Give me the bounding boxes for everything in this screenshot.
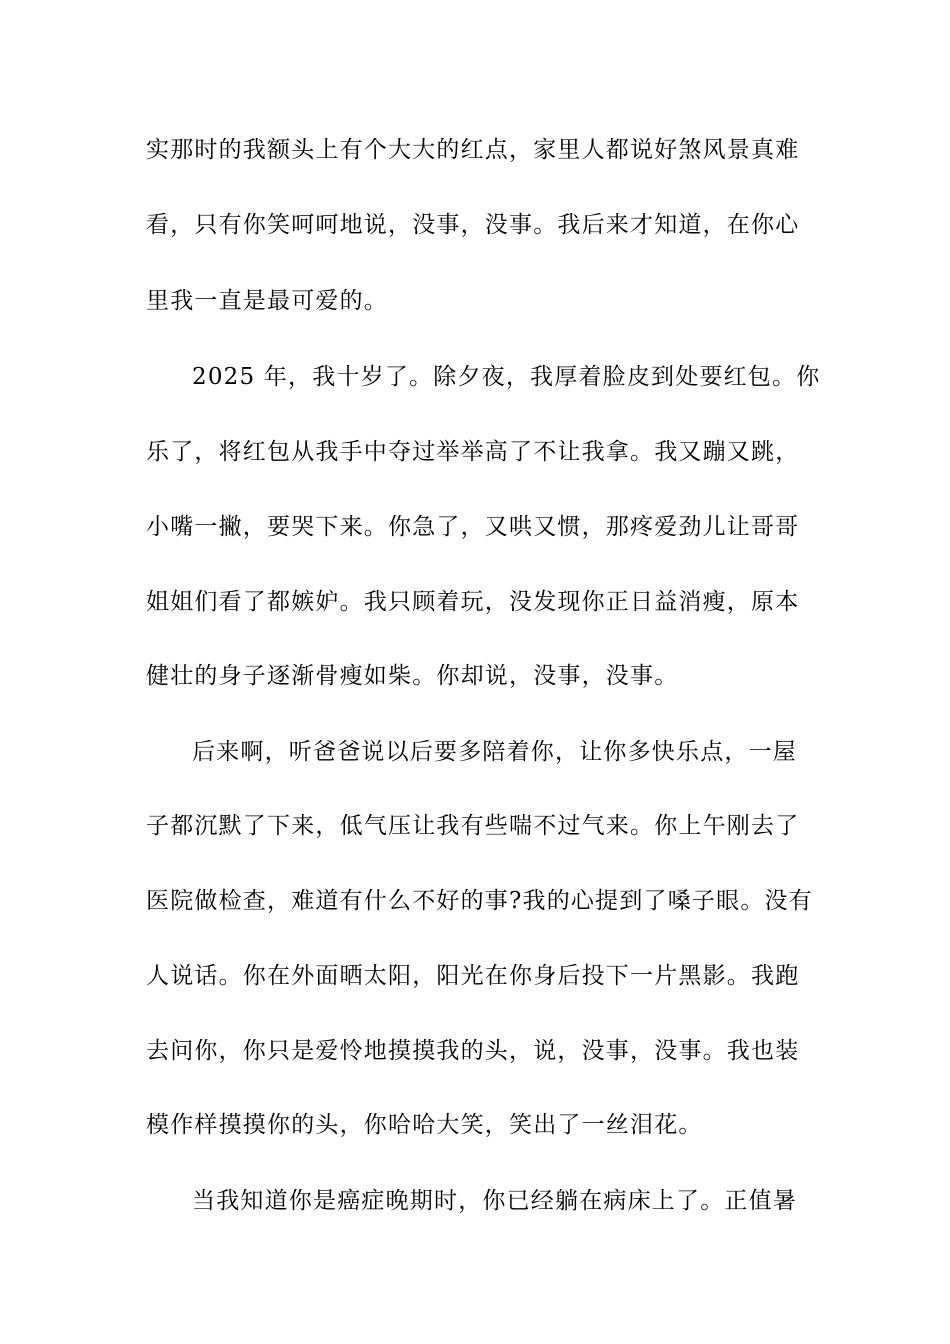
text-line: 子都沉默了下来，低气压让我有些喘不过气来。你上午刚去了 <box>146 813 800 839</box>
paragraph-first-line: 2025 年，我十岁了。除夕夜，我厚着脸皮到处要红包。你 <box>192 364 821 390</box>
text-line: 去问你，你只是爱怜地摸摸我的头，说，没事，没事。我也装 <box>146 1038 800 1064</box>
text-line: 姐姐们看了都嫉妒。我只顾着玩，没发现你正日益消瘦，原本 <box>146 589 800 615</box>
text-line: 里我一直是最可爱的。 <box>146 288 388 314</box>
text-line: 健壮的身子逐渐骨瘦如柴。你却说，没事，没事。 <box>146 663 679 689</box>
paragraph-first-line: 当我知道你是癌症晚期时，你已经躺在病床上了。正值暑 <box>192 1188 797 1214</box>
text-line: 乐了，将红包从我手中夺过举举高了不让我拿。我又蹦又跳， <box>146 439 800 465</box>
text-line: 人说话。你在外面晒太阳，阳光在你身后投下一片黑影。我跑 <box>146 963 800 989</box>
text-line: 看，只有你笑呵呵地说，没事，没事。我后来才知道，在你心 <box>146 212 800 238</box>
text-line: 实那时的我额头上有个大大的红点，家里人都说好煞风景真难 <box>146 137 800 163</box>
text-line: 小嘴一撇，要哭下来。你急了，又哄又惯，那疼爱劲儿让哥哥 <box>146 514 800 540</box>
text-line: 医院做检查，难道有什么不好的事?我的心提到了嗓子眼。没有 <box>146 888 813 914</box>
paragraph-first-line: 后来啊，听爸爸说以后要多陪着你，让你多快乐点，一屋 <box>192 739 797 765</box>
text-line: 模作样摸摸你的头，你哈哈大笑，笑出了一丝泪花。 <box>146 1112 703 1138</box>
